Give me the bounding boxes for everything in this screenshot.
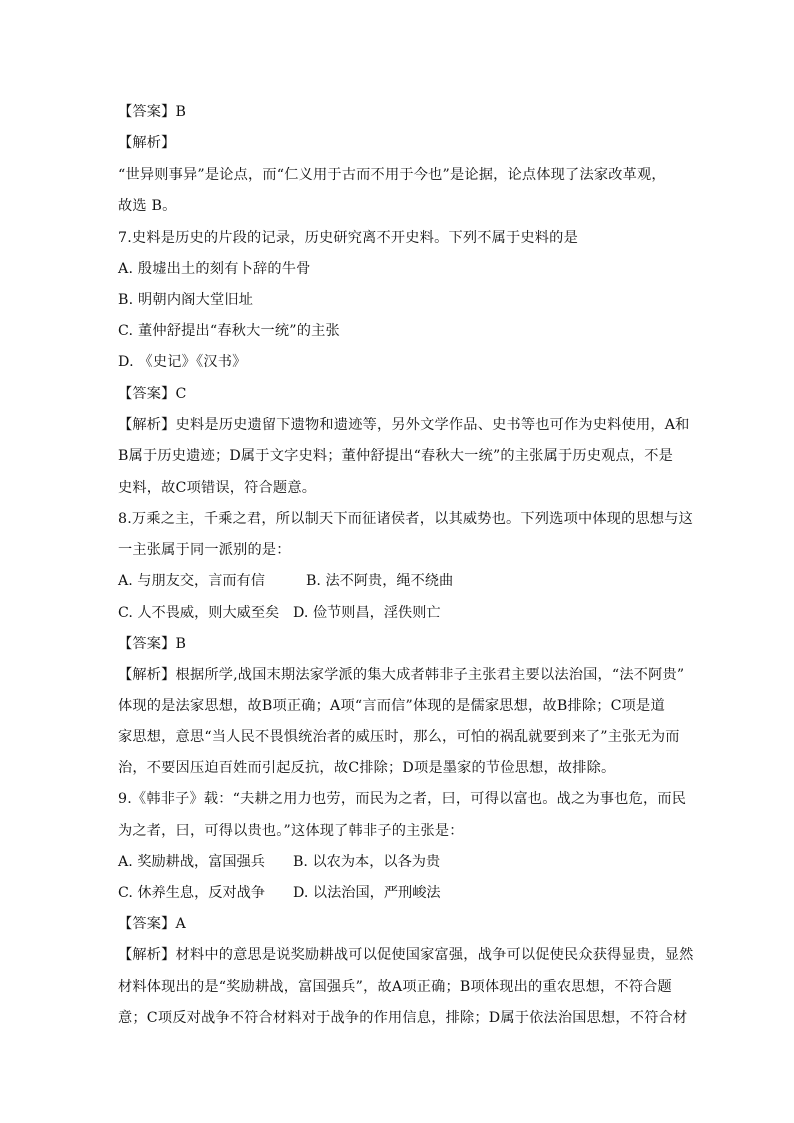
q9-stem-line-2: 为之者，曰，可得以贵也。”这体现了韩非子的主张是： (118, 823, 464, 839)
q9-analysis-line-1: 【解析】材料中的意思是说奖励耕战可以促使国家富强，战争可以促使民众获得显贵，显然 (118, 947, 694, 963)
q7-answer: 【答案】C (118, 386, 187, 402)
q7-stem: 7.史料是历史的片段的记录，历史研究离不开史料。下列不属于史料的是 (118, 230, 578, 246)
q9-analysis-line-2: 材料体现出的是“奖励耕战，富国强兵”，故A项正确；B项体现出的重农思想，不符合题 (118, 979, 672, 995)
q7-analysis-line-1: 【解析】史料是历史遗留下遗物和遗迹等，另外文学作品、史书等也可作为史料使用，A和 (118, 417, 690, 433)
q7-option-b: B. 明朝内阁大堂旧址 (118, 292, 254, 308)
q9-option-a: A. 奖励耕战，富国强兵 (118, 854, 265, 870)
q7-analysis-line-3: 史料，故C项错误，符合题意。 (118, 480, 317, 496)
q7-option-d: D. 《史记》《汉书》 (118, 354, 247, 370)
q8-answer: 【答案】B (118, 636, 187, 652)
q8-option-c: C. 人不畏威，则大威至矣 (118, 605, 280, 621)
q9-answer: 【答案】A (118, 916, 186, 932)
q9-option-d: D. 以法治国，严刑峻法 (293, 885, 441, 901)
q6-analysis-label: 【解析】 (118, 135, 176, 151)
q8-analysis-line-2: 体现的是法家思想，故B项正确；A项“言而信”体现的是儒家思想，故B排除；C项是道 (118, 698, 665, 714)
q8-option-b: B. 法不阿贵，绳不绕曲 (306, 573, 454, 589)
q7-option-c: C. 董仲舒提出“春秋大一统”的主张 (118, 323, 340, 339)
q9-analysis-line-3: 意；C项反对战争不符合材料对于战争的作用信息，排除；D属于依法治国思想，不符合材 (118, 1010, 688, 1026)
q8-option-d: D. 俭节则昌，淫佚则亡 (293, 605, 441, 621)
q7-option-a: A. 殷墟出土的刻有卜辞的牛骨 (118, 261, 311, 277)
q9-option-b: B. 以农为本，以各为贵 (293, 854, 441, 870)
q9-stem-line-1: 9.《韩非子》载：“夫耕之用力也劳，而民为之者，曰，可得以富也。战之为事也危，而民 (118, 791, 687, 807)
q6-analysis-line-1: “世异则事异”是论点，而“仁义用于古而不用于今也”是论据，论点体现了法家改革观， (118, 167, 666, 183)
q8-option-a: A. 与朋友交，言而有信 (118, 573, 265, 589)
q8-analysis-line-1: 【解析】根据所学,战国末期法家学派的集大成者韩非子主张君主要以法治国，“法不阿贵” (118, 667, 685, 683)
q8-stem-line-1: 8.万乘之主，千乘之君，所以制天下而征诸侯者，以其威势也。下列选项中体现的思想与这 (118, 511, 694, 527)
q8-stem-line-2: 一主张属于同一派别的是： (118, 542, 291, 558)
q6-analysis-line-2: 故选 B。 (118, 198, 177, 214)
q7-analysis-line-2: B属于历史遗迹；D属于文字史料；董仲舒提出“春秋大一统”的主张属于历史观点，不是 (118, 448, 674, 464)
q8-analysis-line-4: 治，不要因压迫百姓而引起反抗，故C排除；D项是墨家的节俭思想，故排除。 (118, 760, 616, 776)
q6-answer: 【答案】B (118, 104, 187, 120)
q8-analysis-line-3: 家思想，意思“当人民不畏惧统治者的威压时，那么，可怕的祸乱就要到来了”主张无为而 (118, 729, 680, 745)
q9-option-c: C. 休养生息，反对战争 (118, 885, 266, 901)
